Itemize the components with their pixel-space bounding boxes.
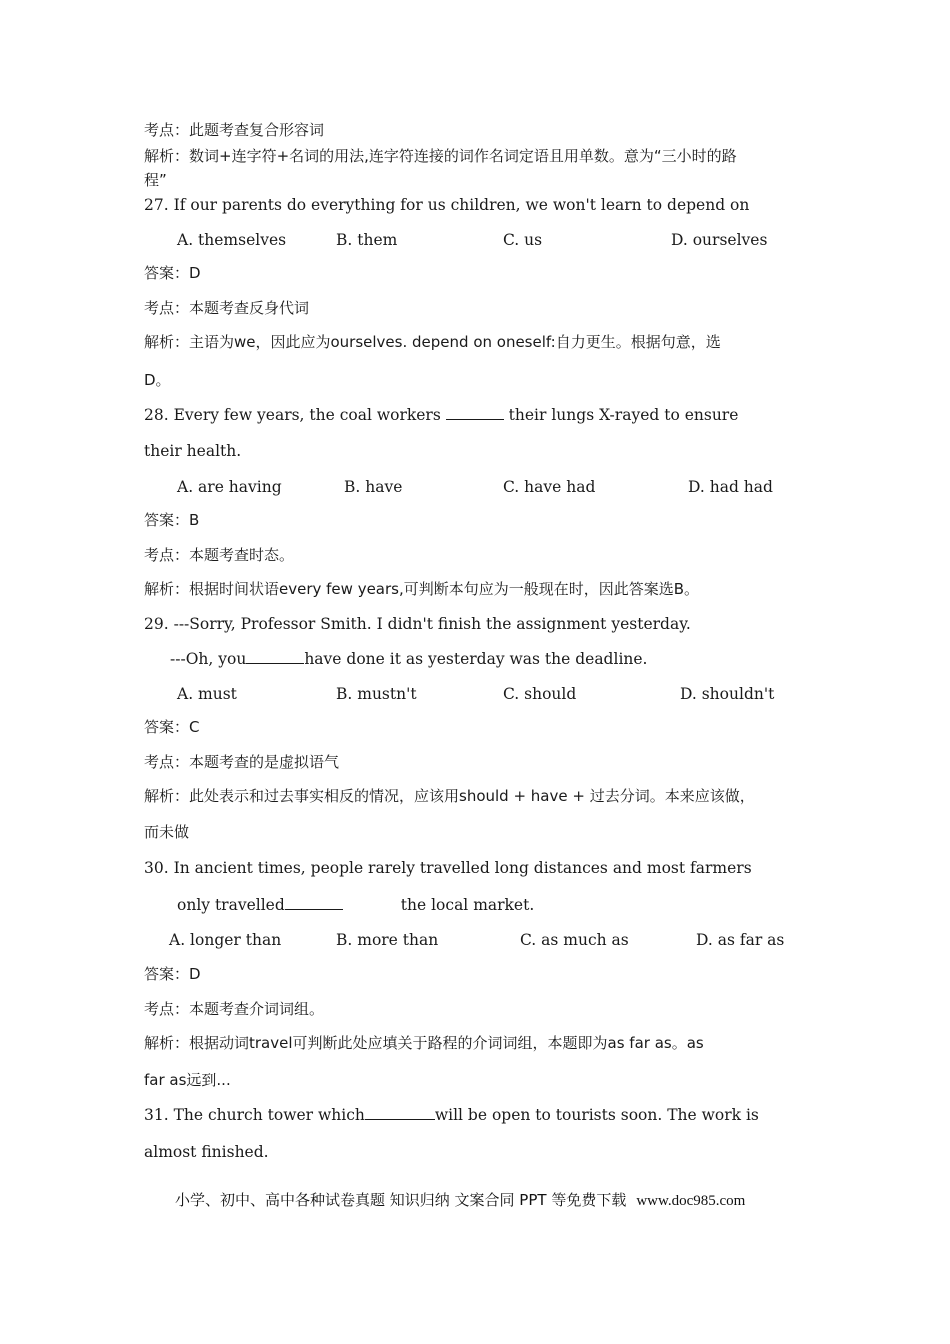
q28-option-c: C. have had (503, 478, 596, 496)
q28-kaodian: 考点：本题考查时态。 (144, 546, 295, 564)
q28-option-d: D. had had (688, 478, 773, 496)
q26-kaodian: 考点：此题考查复合形容词 (144, 121, 325, 139)
q30-stem-part1: only travelled (177, 896, 285, 914)
q29-option-a: A. must (177, 685, 237, 703)
q29-jiexi-line2: 而未做 (144, 823, 190, 841)
q30-answer: 答案：D (144, 965, 201, 983)
q28-jiexi: 解析：根据时间状语every few years,可判断本句应为一般现在时，因此答案选B。 (144, 580, 700, 598)
q29-jiexi-line1: 解析：此处表示和过去事实相反的情况，应该用should + have + 过去分词。本来应该做， (144, 787, 755, 805)
q29-stem-part2: have done it as yesterday was the deadline. (304, 650, 648, 668)
footer-text: 小学、初中、高中各种试卷真题 知识归纳 文案合同 PPT 等免费下载 (175, 1191, 627, 1209)
q28-stem-part1: 28. Every few years, the coal workers (144, 406, 441, 424)
q30-option-a: A. longer than (169, 931, 282, 949)
q30-answer-blank (285, 895, 343, 910)
q28-answer: 答案：B (144, 511, 200, 529)
q31-stem-part1: 31. The church tower which (144, 1106, 365, 1124)
q27-option-a: A. themselves (177, 231, 287, 249)
q27-option-d: D. ourselves (671, 231, 768, 249)
q30-kaodian: 考点：本题考查介词词组。 (144, 1000, 325, 1018)
q28-stem-line2: their health. (144, 442, 242, 460)
q30-option-b: B. more than (336, 931, 439, 949)
q28-option-b: B. have (344, 478, 403, 496)
q29-stem-line2 (170, 649, 647, 669)
q29-option-c: C. should (503, 685, 577, 703)
q26-jiexi-line1: 解析：数词+连字符+名词的用法,连字符连接的词作名词定语且用单数。意为“三小时的路 (144, 147, 737, 165)
q27-jiexi-line1: 解析：主语为we，因此应为ourselves. depend on oneself:自力更生。根据句意，选 (144, 333, 721, 351)
q29-stem-part1: ---Oh, you (170, 650, 247, 668)
q31-stem-line1 (144, 1105, 759, 1125)
q27-option-b: B. them (336, 231, 398, 249)
footer-url[interactable]: www.doc985.com (636, 1193, 746, 1209)
q29-answer: 答案：C (144, 718, 200, 736)
q31-stem-line2: almost finished. (144, 1143, 269, 1161)
q26-jiexi-line2: 程” (144, 171, 167, 189)
q30-jiexi-line2: far as远到... (144, 1071, 231, 1089)
q31-answer-blank (365, 1105, 435, 1120)
q27-option-c: C. us (503, 231, 543, 249)
q27-kaodian: 考点：本题考查反身代词 (144, 299, 310, 317)
q30-stem-line2 (177, 895, 534, 915)
q29-kaodian: 考点：本题考查的是虚拟语气 (144, 753, 340, 771)
q28-answer-blank (446, 405, 504, 420)
q29-answer-blank (246, 649, 304, 664)
q29-option-d: D. shouldn't (680, 685, 775, 703)
page-footer (175, 1190, 745, 1211)
q29-option-b: B. mustn't (336, 685, 417, 703)
q27-jiexi-line2: D。 (144, 371, 171, 389)
q27-stem: 27. If our parents do everything for us children, we won't learn to depend on (144, 196, 750, 214)
q30-stem-part2: the local market. (400, 896, 535, 914)
q27-answer: 答案：D (144, 264, 201, 282)
q29-stem-line1: 29. ---Sorry, Professor Smith. I didn't finish the assignment yesterday. (144, 615, 691, 633)
q30-jiexi-line1: 解析：根据动词travel可判断此处应填关于路程的介词词组，本题即为as far as。as (144, 1034, 704, 1052)
q30-option-c: C. as much as (520, 931, 629, 949)
q28-stem-line1 (144, 405, 738, 425)
q30-option-d: D. as far as (696, 931, 785, 949)
q31-stem-part2: will be open to tourists soon. The work is (434, 1106, 759, 1124)
q28-option-a: A. are having (177, 478, 282, 496)
q30-stem-line1: 30. In ancient times, people rarely travelled long distances and most farmers (144, 859, 752, 877)
q28-stem-part2: their lungs X-rayed to ensure (508, 406, 739, 424)
